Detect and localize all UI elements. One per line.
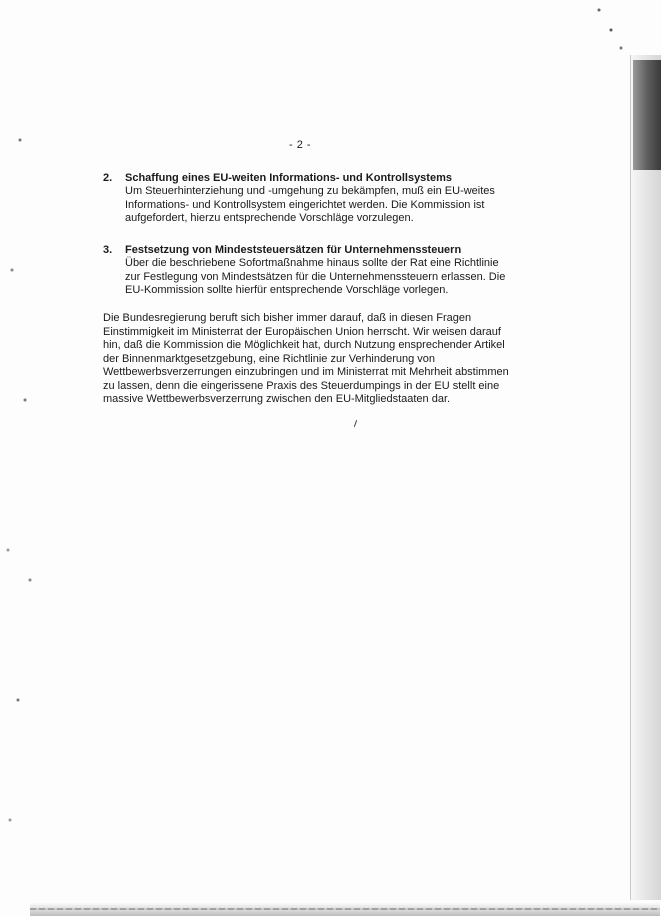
body-line: Über die beschriebene Sofortmaßnahme hinaus sollte der Rat eine Richtlinie <box>125 257 499 269</box>
body-line: aufgefordert, hierzu entsprechende Vorschläge vorzulegen. <box>125 212 414 224</box>
section-3 <box>103 243 533 298</box>
section-title: Schaffung eines EU-weiten Informations- und Kontrollsystems <box>125 172 452 184</box>
page-number: - 2 - <box>288 139 312 151</box>
scan-edge-bottom-line <box>30 908 660 910</box>
scan-edge-dark-patch <box>633 60 661 170</box>
section-body <box>125 257 533 298</box>
section-number: 3. <box>103 244 113 256</box>
closing-paragraph <box>103 312 533 407</box>
section-heading <box>103 243 533 257</box>
section-number: 2. <box>103 172 113 184</box>
scan-specks-top <box>591 0 631 55</box>
paragraph-line: Die Bundesregierung beruft sich bisher immer darauf, daß in diesen Fragen <box>103 312 472 324</box>
body-line: EU-Kommission sollte hierfür entsprechende Vorschläge vorlegen. <box>125 284 449 296</box>
section-2 <box>103 171 533 226</box>
body-line: Informations- und Kontrollsystem eingerichtet werden. Die Kommission ist <box>125 198 485 211</box>
paragraph-line: Einstimmigkeit im Ministerrat der Europäischen Union herrscht. Wir weisen darauf <box>103 325 501 338</box>
stray-pen-mark <box>354 420 357 427</box>
section-body <box>125 185 533 226</box>
paragraph-line: Wettbewerbsverzerrungen einzubringen und im Ministerrat mit Mehrheit abstimmen <box>103 366 509 378</box>
scan-specks-left <box>0 100 40 900</box>
paragraph-line: hin, daß die Kommission die Möglichkeit hat, durch Nutzung ensprechender Artikel <box>103 339 505 351</box>
section-title: Festsetzung von Mindeststeuersätzen für Unternehmenssteuern <box>125 244 462 256</box>
scan-edge-shadow-right <box>630 55 661 900</box>
body-line: Um Steuerhinterziehung und -umgehung zu bekämpfen, muß ein EU-weites <box>125 185 495 197</box>
paragraph-line: zu lassen, denn die eingerissene Praxis des Steuerdumpings in der EU stellt eine <box>103 379 500 392</box>
section-heading <box>103 171 533 185</box>
paragraph-line: der Binnenmarktgesetzgebung, eine Richtlinie zur Verhinderung von <box>103 352 436 365</box>
paragraph-line: massive Wettbewerbsverzerrung zwischen den EU-Mitgliedstaaten dar. <box>103 393 451 405</box>
body-line: zur Festlegung von Mindestsätzen für die Unternehmenssteuern erlassen. Die <box>125 270 506 283</box>
